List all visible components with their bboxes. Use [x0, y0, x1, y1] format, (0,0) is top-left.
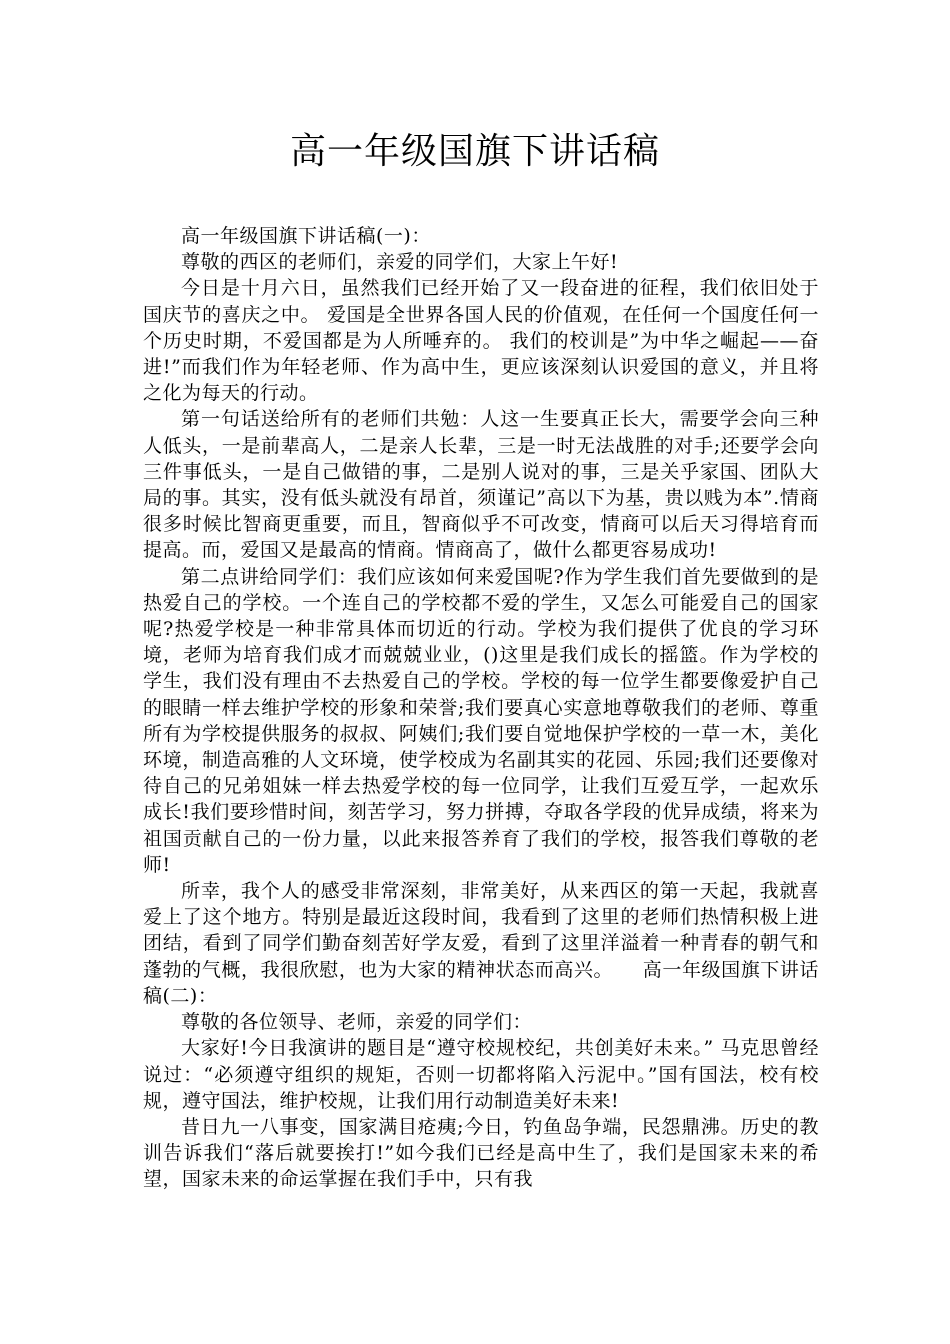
- paragraph-teachers: 第一句话送给所有的老师们共勉：人这一生要真正长大，需要学会向三种人低头，一是前辈高人，二是亲人长辈，三是一时无法战胜的对手;还要学会向三件事低头，一是自己做错的事，二是别人说对的事，三是关乎家国、团队大局的事。其实，没有低头就没有昂首，须谨记”高以下为基，贵以贱为本”.情商很多时候比智商更重要，而且，智商似乎不可改变，情商可以后天习得培育而提高。而，爱国又是最高的情商。情商高了，做什么都更容易成功!: [143, 408, 819, 562]
- paragraph-history: 昔日九一八事变，国家满目疮痍;今日，钓鱼岛争端，民怨鼎沸。历史的教训告诉我们“落后就要挨打!”如今我们已经是高中生了，我们是国家未来的希望，国家未来的命运掌握在我们手中，只有我: [143, 1115, 819, 1191]
- paragraph-heading-one: 高一年级国旗下讲话稿(一)：: [181, 225, 431, 247]
- document-body: [143, 223, 819, 1193]
- paragraph-speech-topic: 大家好!今日我演讲的题目是“遵守校规校纪，共创美好未来。” 马克思曾经说过：“必须遵守组织的规矩，否则一切都将陷入污泥中。”国有国法，校有校规，遵守国法，维护校规，让我们用行动制造美好未来!: [143, 1037, 819, 1112]
- paragraph-greeting-two: 尊敬的各位领导、老师，亲爱的同学们：: [181, 1011, 533, 1034]
- paragraph-intro: 今日是十月六日，虽然我们已经开始了又一段奋进的征程，我们依旧处于国庆节的喜庆之中。 爱国是全世界各国人民的价值观，在任何一个国度任何一个历史时期，不爱国都是为人所唾弃的。 我们的校训是”为中华之崛起——奋进!”而我们作为年轻老师、作为高中生，更应该深刻认识爱国的意义，并且将之化为每天的行动。: [143, 277, 819, 405]
- paragraph-students: 第二点讲给同学们：我们应该如何来爱国呢?作为学生我们首先要做到的是热爱自己的学校。一个连自己的学校都不爱的学生，又怎么可能爱自己的国家呢?热爱学校是一种非常具体而切近的行动。学校为我们提供了优良的学习环境，老师为培育我们成才而兢兢业业，()这里是我们成长的摇篮。作为学校的学生，我们没有理由不去热爱自己的学校。学校的每一位学生都要像爱护自己的眼睛一样去维护学校的形象和荣誉;我们要真心实意地尊敬我们的老师、尊重所有为学校提供服务的叔叔、阿姨们;我们要自觉地保护学校的一草一木，美化环境，制造高雅的人文环境，使学校成为名副其实的花园、乐园;我们还要像对待自己的兄弟姐妹一样去热爱学校的每一位同学，让我们互爱互学，一起欢乐成长!我们要珍惜时间，刻苦学习，努力拼搏，夺取各学段的优异成绩，将来为祖国贡献自己的一份力量，以此来报答养育了我们的学校，报答我们尊敬的老师!: [143, 565, 819, 876]
- document-title: 高一年级国旗下讲话稿: [289, 131, 660, 172]
- paragraph-feelings: 所幸，我个人的感受非常深刻，非常美好，从来西区的第一天起，我就喜爱上了这个地方。特别是最近这段时间，我看到了这里的老师们热情积极上进团结，看到了同学们勤奋刻苦好学友爱，看到了这里洋溢着一种青春的朝气和蓬勃的气概，我很欣慰，也为大家的精神状态而高兴。 高一年级国旗下讲话稿(二)：: [143, 880, 819, 1007]
- paragraph-greeting-one: 尊敬的西区的老师们，亲爱的同学们，大家上午好!: [181, 251, 619, 274]
